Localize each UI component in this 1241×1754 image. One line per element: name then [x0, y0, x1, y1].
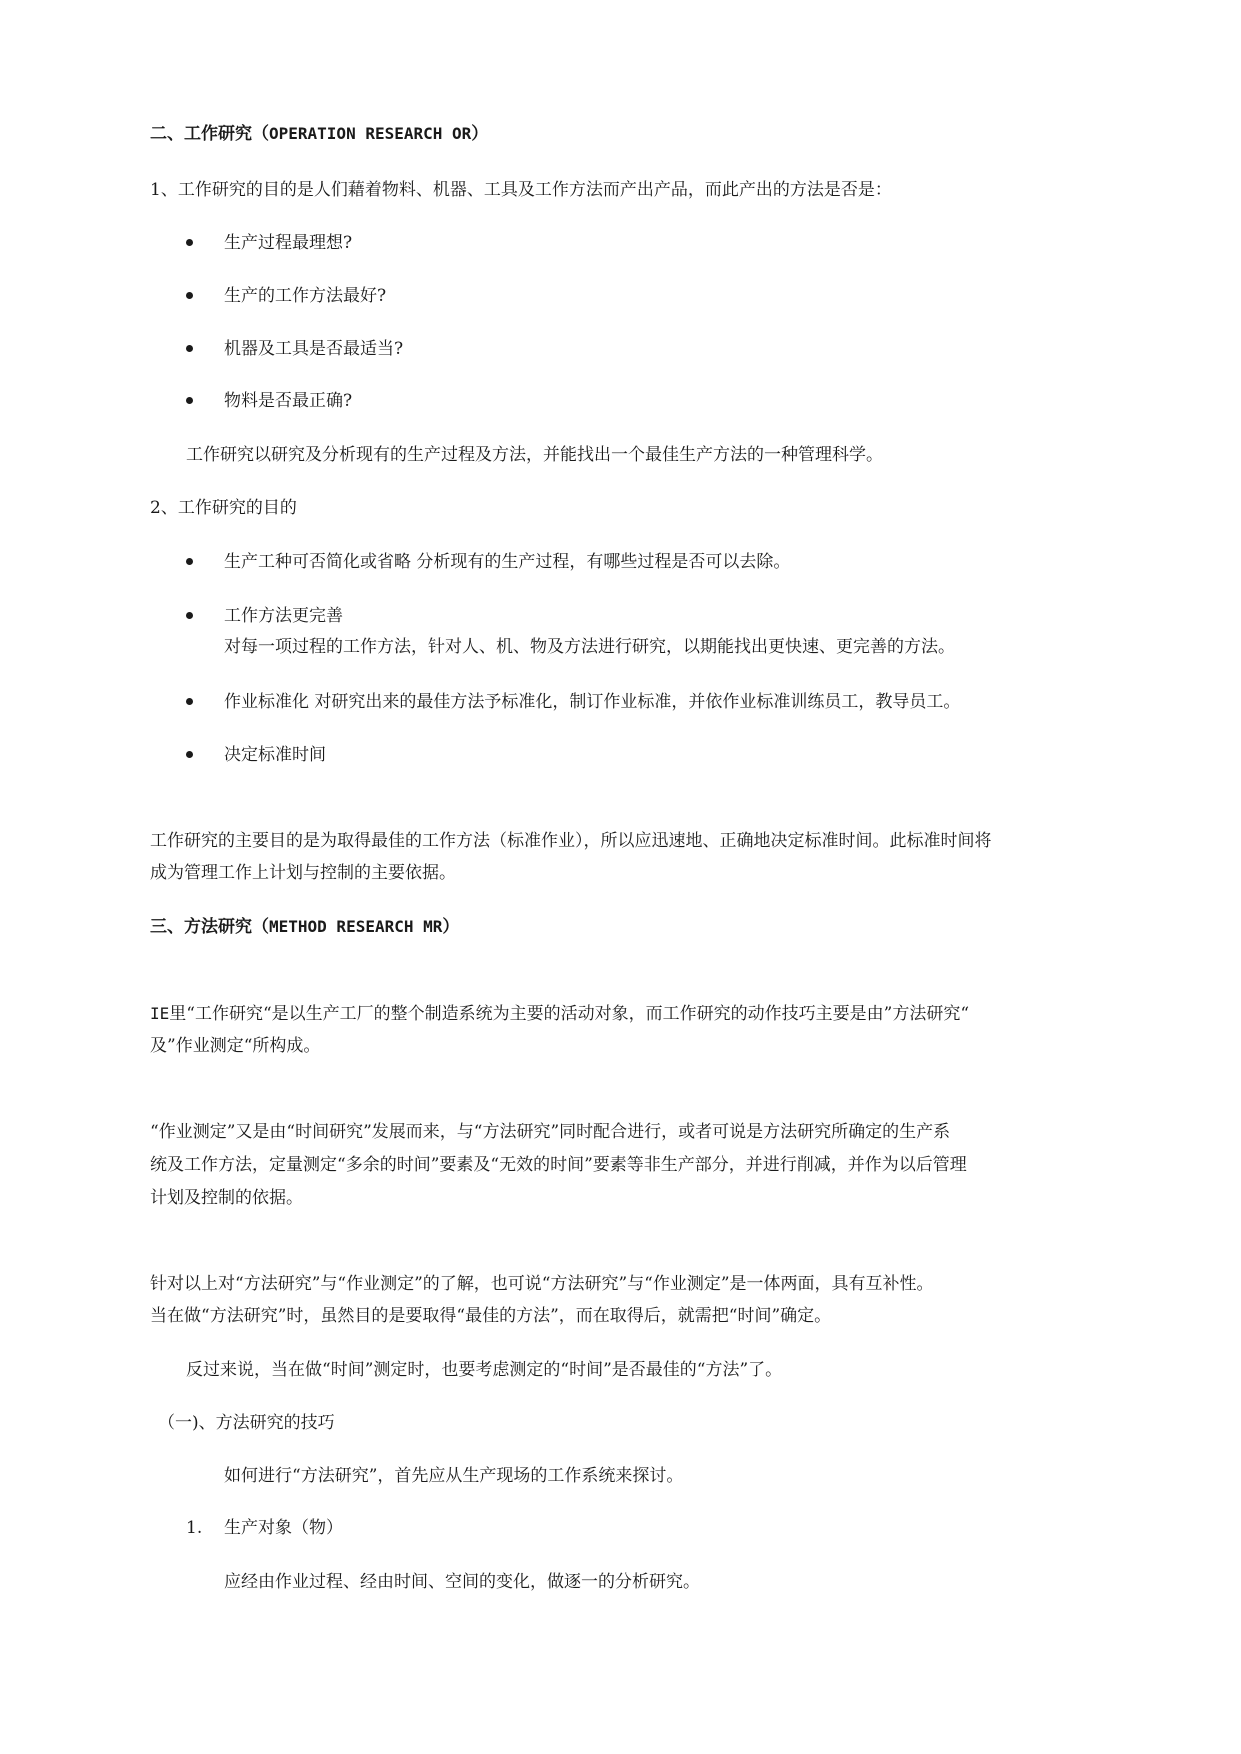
bullet-icon [186, 751, 193, 758]
list-item: 生产过程最理想? [224, 233, 353, 253]
paragraph-definition: 工作研究以研究及分析现有的生产过程及方法，并能找出一个最佳生产方法的一种管理科学。 [186, 445, 883, 465]
paragraph-ie-intro: IE里“工作研究“是以生产工厂的整个制造系统为主要的活动对象，而工作研究的动作技巧主要是由”方法研究“ [150, 1004, 970, 1024]
list-item-production-object: 生产对象（物） [224, 1518, 343, 1538]
paragraph-main-purpose: 工作研究的主要目的是为取得最佳的工作方法（标准作业），所以应迅速地、正确地决定标准时间。此标准时间将 [150, 831, 992, 851]
paragraph-ie-intro-cont: 及”作业测定“所构成。 [150, 1036, 321, 1056]
paragraph-complementary: 针对以上对“方法研究”与“作业测定”的了解，也可说“方法研究”与“作业测定”是一体两面，具有互补性。 [150, 1274, 934, 1294]
list-item: 机器及工具是否最适当? [224, 339, 404, 359]
bullet-icon [186, 239, 193, 246]
paragraph-conversely: 反过来说，当在做“时间”测定时，也要考虑测定的“时间”是否最佳的“方法”了。 [186, 1360, 783, 1380]
paragraph-goals-title: 2、工作研究的目的 [150, 498, 297, 518]
list-item: 物料是否最正确? [224, 391, 353, 411]
list-item: 生产的工作方法最好? [224, 286, 387, 306]
paragraph-work-measurement: “作业测定”又是由“时间研究”发展而来，与“方法研究”同时配合进行，或者可说是方法研究所确定的生产系 [150, 1122, 951, 1142]
paragraph-work-measurement-end: 计划及控制的依据。 [150, 1188, 303, 1208]
list-item: 作业标准化 对研究出来的最佳方法予标准化，制订作业标准，并依作业标准训练员工，教导员工。 [224, 692, 961, 712]
bullet-icon [186, 345, 193, 352]
paragraph-complementary-cont: 当在做“方法研究”时，虽然目的是要取得“最佳的方法”，而在取得后，就需把“时间”确定。 [150, 1306, 832, 1326]
list-item: 工作方法更完善 [224, 606, 343, 626]
list-item: 生产工种可否简化或省略 分析现有的生产过程，有哪些过程是否可以去除。 [224, 552, 791, 572]
bullet-icon [186, 558, 193, 565]
bullet-icon [186, 292, 193, 299]
paragraph-purpose-intro: 1、工作研究的目的是人们藉着物料、机器、工具及工作方法而产出产品，而此产出的方法是否是： [150, 180, 892, 200]
bullet-icon [186, 397, 193, 404]
section-heading-operation-research: 二、工作研究（OPERATION RESEARCH OR） [150, 124, 489, 144]
list-item: 决定标准时间 [224, 745, 326, 765]
paragraph-work-measurement-cont: 统及工作方法，定量测定“多余的时间”要素及“无效的时间”要素等非生产部分，并进行削减，并作为以后管理 [150, 1155, 967, 1175]
list-item-detail: 对每一项过程的工作方法，针对人、机、物及方法进行研究，以期能找出更快速、更完善的方法。 [224, 637, 955, 657]
list-number: 1. [186, 1518, 203, 1538]
bullet-icon [186, 612, 193, 619]
bullet-icon [186, 698, 193, 705]
paragraph-analysis: 应经由作业过程、经由时间、空间的变化，做逐一的分析研究。 [224, 1572, 700, 1592]
subheading-method-techniques: （一)、方法研究的技巧 [158, 1413, 335, 1433]
section-heading-method-research: 三、方法研究（METHOD RESEARCH MR） [150, 917, 460, 937]
paragraph-how-to: 如何进行“方法研究”，首先应从生产现场的工作系统来探讨。 [224, 1466, 684, 1486]
paragraph-main-purpose-cont: 成为管理工作上计划与控制的主要依据。 [150, 863, 456, 883]
